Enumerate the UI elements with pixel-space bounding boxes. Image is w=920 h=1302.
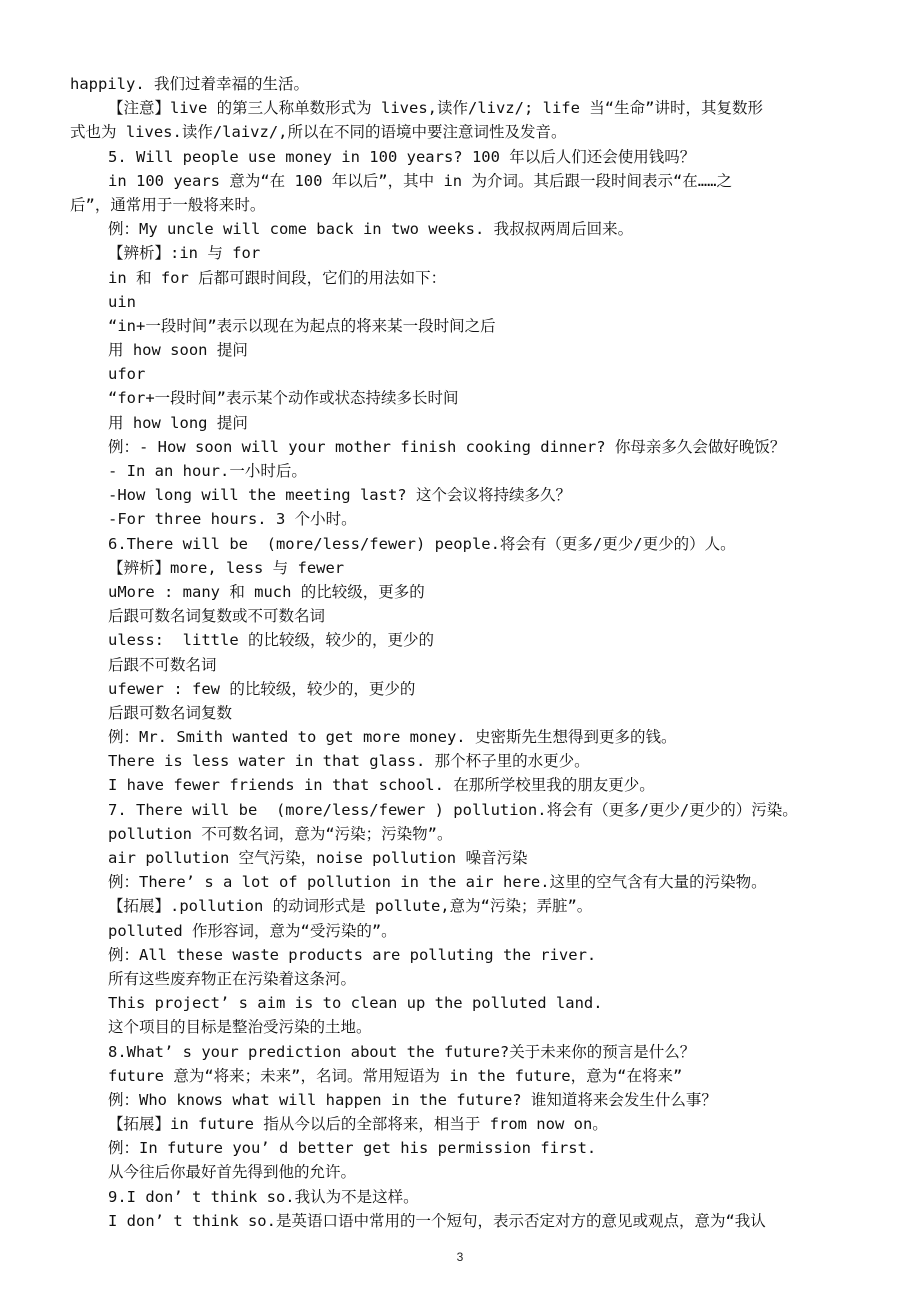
text-line: -For three hours. 3 个小时。 bbox=[108, 510, 357, 529]
text-line: 式也为 lives.读作/laivz/,所以在不同的语境中要注意词性及发音。 bbox=[70, 123, 567, 142]
text-line: 这个项目的目标是整治受污染的土地。 bbox=[108, 1018, 372, 1037]
text-line: uin bbox=[108, 292, 136, 311]
text-line: “for+一段时间”表示某个动作或状态持续多长时间 bbox=[108, 389, 459, 408]
text-line: future 意为“将来；未来”，名词。常用短语为 in the future，意为“在将来” bbox=[108, 1066, 683, 1085]
text-line: 【拓展】in future 指从今以后的全部将来，相当于 from now on。 bbox=[108, 1115, 608, 1134]
text-line: 7. There will be (more/less/fewer ) pollution.将会有（更多/更少/更少的）污染。 bbox=[108, 800, 798, 819]
text-line: ufewer : few 的比较级，较少的，更少的 bbox=[108, 679, 416, 698]
text-line: 例：In future you’ d better get his permission first. bbox=[108, 1139, 597, 1158]
text-line: I don’ t think so.是英语口语中常用的一个短句，表示否定对方的意见或观点，意为“我认 bbox=[108, 1211, 766, 1230]
text-line: 所有这些废弃物正在污染着这条河。 bbox=[108, 969, 357, 988]
text-line: 8.What’ s your prediction about the future?关于未来你的预言是什么？ bbox=[108, 1042, 696, 1061]
text-line: ufor bbox=[108, 365, 146, 384]
text-line: 【注意】live 的第三人称单数形式为 lives,读作/livz/; life 当“生命”讲时，其复数形 bbox=[108, 99, 763, 118]
text-line: 6.There will be (more/less/fewer) people.将会有（更多/更少/更少的）人。 bbox=[108, 534, 736, 553]
text-line: 例：Mr. Smith wanted to get more money. 史密斯先生想得到更多的钱。 bbox=[108, 728, 677, 747]
page-number: 3 bbox=[456, 1250, 464, 1264]
text-line: 后跟可数名词复数或不可数名词 bbox=[108, 607, 326, 626]
text-line: 例：All these waste products are polluting the river. bbox=[108, 945, 597, 964]
text-line: 【辨析】more, less 与 fewer bbox=[108, 558, 345, 577]
text-line: 【拓展】.pollution 的动词形式是 pollute,意为“污染；弄脏”。 bbox=[108, 897, 593, 916]
text-line: 例：Who knows what will happen in the future? 谁知道将来会发生什么事？ bbox=[108, 1090, 717, 1109]
text-line: 例：- How soon will your mother finish cooking dinner? 你母亲多久会做好晚饭？ bbox=[108, 437, 786, 456]
text-line: This project’ s aim is to clean up the polluted land. bbox=[108, 994, 603, 1013]
text-line: air pollution 空气污染，noise pollution 噪音污染 bbox=[108, 849, 528, 867]
text-line: 5. Will people use money in 100 years? 100 年以后人们还会使用钱吗？ bbox=[108, 147, 696, 166]
document-body bbox=[70, 72, 870, 1233]
text-line: - In an hour.一小时后。 bbox=[108, 462, 307, 480]
text-line: 9.I don’ t think so.我认为不是这样。 bbox=[108, 1187, 419, 1206]
text-line: uMore : many 和 much 的比较级，更多的 bbox=[108, 582, 425, 601]
text-line: -How long will the meeting last? 这个会议将持续多久？ bbox=[108, 486, 571, 505]
text-line: 后跟可数名词复数 bbox=[108, 703, 233, 722]
text-line: 用 how soon 提问 bbox=[108, 341, 248, 360]
text-line: 从今往后你最好首先得到他的允许。 bbox=[108, 1163, 357, 1182]
text-line: in 100 years 意为“在 100 年以后”，其中 in 为介词。其后跟一段时间表示“在……之 bbox=[108, 171, 732, 190]
text-line: polluted 作形容词，意为“受污染的”。 bbox=[108, 921, 397, 940]
text-line: 例：There’ s a lot of pollution in the air here.这里的空气含有大量的污染物。 bbox=[108, 873, 767, 892]
text-line: 例：My uncle will come back in two weeks. 我叔叔两周后回来。 bbox=[108, 220, 634, 239]
text-line: uless: little 的比较级，较少的，更少的 bbox=[108, 631, 434, 650]
text-line: 后跟不可数名词 bbox=[108, 655, 217, 674]
text-line: in 和 for 后都可跟时间段，它们的用法如下： bbox=[108, 268, 447, 287]
text-line: 【辨析】:in 与 for bbox=[108, 244, 261, 263]
text-line: pollution 不可数名词，意为“污染；污染物”。 bbox=[108, 824, 453, 843]
text-line: I have fewer friends in that school. 在那所学校里我的朋友更少。 bbox=[108, 776, 655, 795]
text-line: 用 how long 提问 bbox=[108, 413, 248, 432]
text-line: 后”，通常用于一般将来时。 bbox=[70, 195, 266, 214]
text-line: There is less water in that glass. 那个杯子里的水更少。 bbox=[108, 752, 590, 771]
text-line: happily. 我们过着幸福的生活。 bbox=[70, 75, 309, 93]
text-line: “in+一段时间”表示以现在为起点的将来某一段时间之后 bbox=[108, 316, 496, 335]
